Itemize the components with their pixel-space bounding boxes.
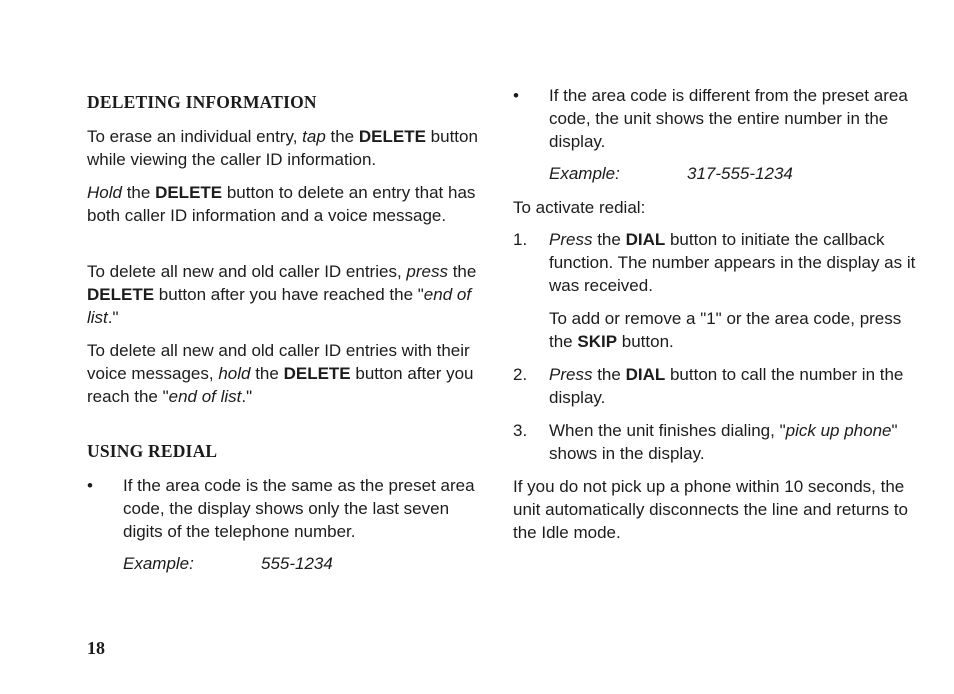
hold-emphasis: hold	[218, 364, 251, 384]
bullet-marker: •	[87, 476, 93, 495]
step-number: 2.	[513, 365, 528, 384]
text-run: button after you have reached the "	[154, 285, 424, 305]
text-run: ."	[241, 387, 253, 407]
press-emphasis: Press	[549, 365, 593, 384]
note-text	[549, 307, 923, 353]
example-value: 317-555-1234	[687, 164, 793, 183]
text-run: the	[121, 183, 156, 202]
text-run: the	[325, 127, 359, 146]
text-run: the	[592, 230, 626, 249]
delete-all-voice-paragraph	[87, 339, 487, 409]
bullet-text: If the area code is different from the preset area code, the unit shows the entire number in the display.	[549, 86, 908, 152]
text-run: To delete all new and old caller ID entries,	[87, 262, 407, 281]
text-run: To add or remove a "1" or the area code, press the	[549, 309, 902, 352]
text-run: button to delete an entry that has both caller ID information and a voice message.	[87, 183, 476, 226]
step-text	[549, 363, 923, 409]
bullet-text: If the area code is the same as the preset area code, the display shows only the last seven digits of the telephone number.	[123, 476, 475, 542]
delete-key-label: DELETE	[283, 364, 351, 384]
text-run: When the unit finishes dialing, "	[549, 421, 786, 440]
text-run: button after you reach the "	[87, 364, 474, 407]
step-text	[549, 419, 923, 465]
example-local-number	[123, 552, 333, 575]
tap-emphasis: tap	[302, 127, 326, 146]
text-run: ."	[107, 308, 119, 328]
text-run: the	[592, 365, 626, 384]
end-of-list-emphasis: end of list	[168, 387, 242, 407]
pick-up-phone-emphasis: pick up phone	[785, 421, 892, 440]
hold-delete-paragraph	[87, 181, 487, 227]
text-run: the	[250, 364, 284, 384]
bullet-marker: •	[513, 86, 519, 105]
text-run: " shows in the display.	[549, 421, 898, 464]
delete-all-paragraph	[87, 260, 487, 330]
delete-key-label: DELETE	[358, 127, 426, 146]
step-text	[549, 228, 923, 298]
auto-disconnect-paragraph: If you do not pick up a phone within 10 seconds, the unit automatically disconnects the line and returns to the Idle mode.	[513, 477, 909, 543]
using-redial-heading: USING REDIAL	[87, 441, 218, 461]
dial-key-label: DIAL	[625, 365, 666, 384]
text-run: button while viewing the caller ID information.	[87, 127, 478, 170]
text-run: To delete all new and old caller ID entries with their voice messages,	[87, 341, 470, 384]
example-label: Example:	[123, 554, 194, 573]
end-of-list-emphasis: end of list	[87, 285, 472, 328]
step-number: 3.	[513, 421, 528, 440]
text-run: button to call the number in the display.	[549, 365, 904, 408]
hold-emphasis: Hold	[87, 183, 122, 202]
example-value: 555-1234	[261, 554, 333, 573]
activate-redial-intro: To activate redial:	[513, 198, 646, 217]
deleting-information-heading: DELETING INFORMATION	[87, 92, 317, 112]
text-run: To erase an individual entry,	[87, 127, 303, 146]
text-run: the	[447, 262, 477, 281]
delete-key-label: DELETE	[87, 285, 155, 305]
erase-entry-paragraph	[87, 125, 487, 171]
page-number: 18	[87, 638, 105, 658]
skip-key-label: SKIP	[577, 332, 618, 352]
press-emphasis: Press	[549, 230, 593, 249]
delete-key-label: DELETE	[155, 183, 223, 202]
text-run: button.	[617, 332, 674, 352]
text-run: button to initiate the callback function. The number appears in the display as it was received.	[549, 230, 916, 296]
press-emphasis: press	[406, 262, 448, 281]
dial-key-label: DIAL	[625, 230, 666, 249]
step-number: 1.	[513, 230, 528, 249]
example-full-number	[549, 162, 793, 185]
example-label: Example:	[549, 164, 620, 183]
